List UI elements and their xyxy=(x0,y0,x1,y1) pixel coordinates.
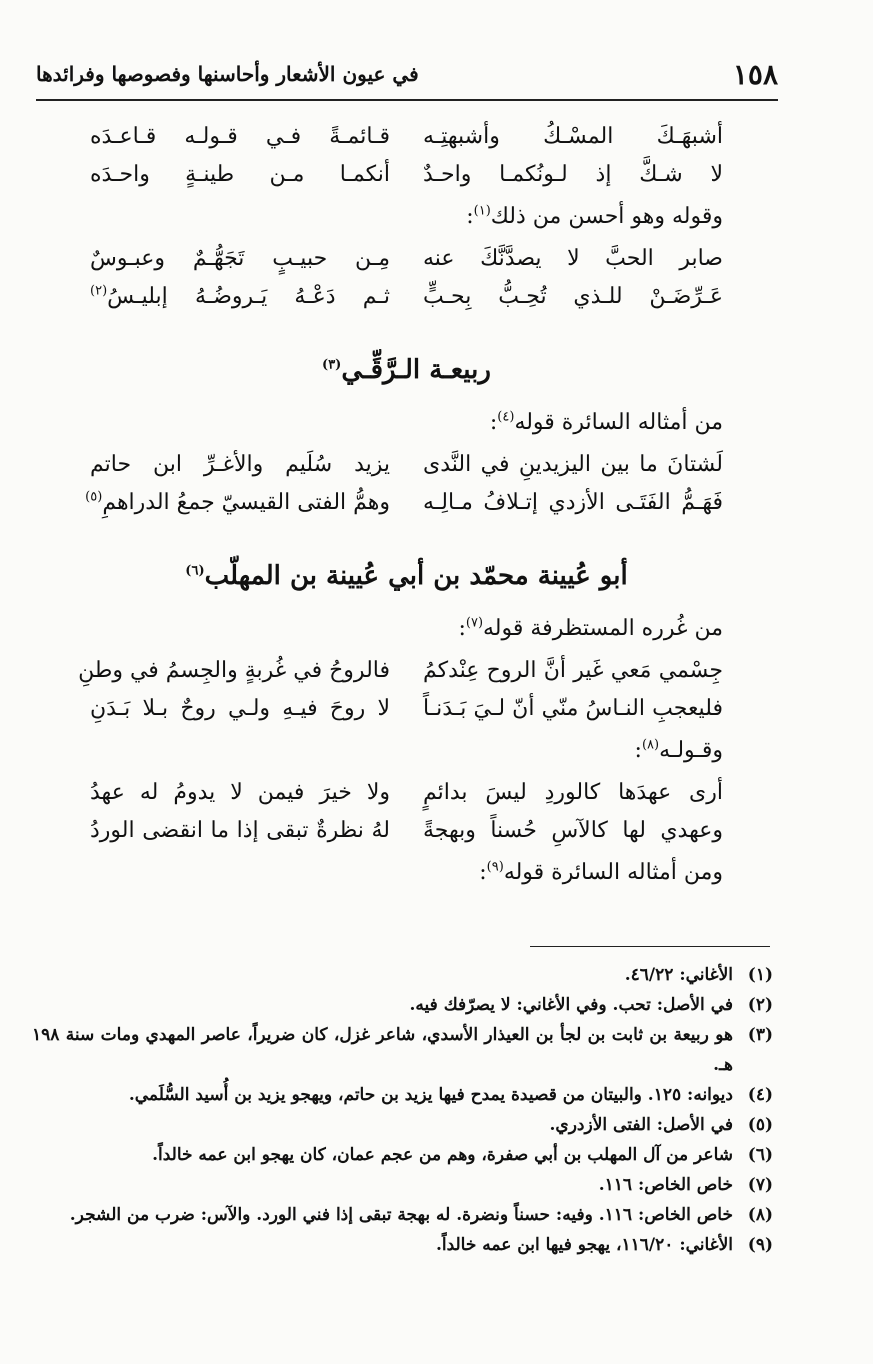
footnote-number: (٤) xyxy=(747,1085,773,1105)
verse-second-hemistich xyxy=(90,279,390,314)
section-heading-text: ربيعـة الـرَّقِّـي xyxy=(341,355,491,385)
footnote-marker: (٢) xyxy=(90,284,108,300)
verse-line xyxy=(78,652,723,690)
verse-first-hemistich: فَهَـمُّ الفَتَـى الأزدي إتـلافُ مـالِـه xyxy=(423,490,723,516)
verse-second-hemistich xyxy=(90,241,390,276)
prose-line xyxy=(90,194,723,240)
footnote-marker: (١) xyxy=(473,203,491,219)
section-heading-text: أبو عُيينة محمّد بن أبي عُيينة بن المهلّب xyxy=(204,561,628,591)
footnote-text: خاص الخاص: ١١٦. وفيه: حسناً ونضرة. له بهجة تبقى إذا فني الورد. والآس: ضرب من الشجر. xyxy=(69,1205,733,1225)
verse-second-hemistich xyxy=(90,447,390,482)
verse-second-hemistich-text: لا روحَ فيـهِ ولـي روحٌ بـلا بَـدَنِ xyxy=(90,696,390,722)
verse-first-hemistich: أرى عهدَها كالوردِ ليسَ بدائمٍ xyxy=(423,780,723,806)
footnote-text: في الأصل: الفتى الأزدري. xyxy=(549,1115,733,1135)
footnote xyxy=(32,1170,773,1200)
verse-first-hemistich: صابر الحبَّ لا يصدَّنَّكَ عنه xyxy=(423,246,723,272)
colon: : xyxy=(458,616,466,641)
footnote-marker: (٥) xyxy=(85,490,103,506)
footnote xyxy=(32,1020,773,1080)
footnote-marker: (٦) xyxy=(185,563,205,579)
prose-text: من أمثاله السائرة قوله xyxy=(514,410,723,435)
footnote-number: (١) xyxy=(747,965,773,985)
footnote-divider xyxy=(530,946,770,947)
verse-first-hemistich: جِسْمي مَعي غَير أنَّ الروح عِنْدكمُ xyxy=(423,658,723,684)
footnote xyxy=(32,1140,773,1170)
footnote xyxy=(32,960,773,990)
verse-second-hemistich-text: قـائمـةً فـي قـولـه قـاعـدَه xyxy=(90,124,390,150)
prose-text: من غُرره المستظرفة قوله xyxy=(483,616,723,641)
footnote-text: ديوانه: ١٢٥. والبيتان من قصيدة يمدح فيها يزيد بن حاتم، ويهجو يزيد بن أُسيد السُّلَمي. xyxy=(128,1085,733,1105)
prose-line xyxy=(90,850,723,896)
verse-second-hemistich xyxy=(90,691,390,726)
verse-first-hemistich: عَـرِّضَـنْ للـذي تُحِـبُّ بِحـبٍّ xyxy=(423,284,723,310)
footnote-text: الأغاني: ٤٦/٢٢. xyxy=(624,965,733,985)
verse-second-hemistich xyxy=(90,813,390,848)
footnote-marker: (٨) xyxy=(641,737,660,753)
footnote-number: (٦) xyxy=(747,1145,773,1165)
verse-line xyxy=(90,278,723,316)
section-heading xyxy=(90,330,723,400)
footnote-text: الأغاني: ١١٦/٢٠، يهجو فيها ابن عمه خالداً. xyxy=(435,1235,733,1255)
footnote-text: شاعر من آل المهلب بن أبي صفرة، وهم من عجم عمان، كان يهجو ابن عمه خالداً. xyxy=(152,1145,733,1165)
verse-second-hemistich-text: ولا خيرَ فيمن لا يدومُ له عهدُ xyxy=(90,780,390,806)
verse-second-hemistich xyxy=(90,119,390,154)
verse-line xyxy=(90,240,723,278)
footnote-text: هو ربيعة بن ثابت بن لجأ بن العيذار الأسدي، شاعر غزل، كان ضريراً، عاصر المهدي ومات سنة ١٩٨ هـ. xyxy=(32,1025,733,1075)
footnote-marker: (٤) xyxy=(497,409,515,425)
prose-line xyxy=(90,606,723,652)
prose-text: وقوله وهو أحسن من ذلك xyxy=(490,204,723,229)
footnote xyxy=(32,1080,773,1110)
verse-second-hemistich-text: ثـم دَعْـهُ يَـروضُـهُ إبليـسُ xyxy=(107,284,390,310)
verse-second-hemistich-text: فالروحُ في غُربةٍ والجِسمُ في وطنِ xyxy=(78,658,390,684)
verse-line xyxy=(90,156,723,194)
verse-line xyxy=(90,812,723,850)
verse-line xyxy=(90,446,723,484)
footnote xyxy=(32,1200,773,1230)
page-header xyxy=(36,58,778,98)
prose-line xyxy=(90,400,723,446)
verse-second-hemistich-text: لهُ نظرةٌ تبقى إذا ما انقضى الوردُ xyxy=(90,818,390,844)
footnote xyxy=(32,990,773,1020)
verse-second-hemistich-text: مِـن حبيـبٍ تَجَهُّـمٌ وعبـوسٌ xyxy=(90,246,390,272)
verse-line xyxy=(85,484,723,522)
footnote-number: (٨) xyxy=(747,1205,773,1225)
footnotes xyxy=(32,960,773,1260)
prose-text: وقـولـه xyxy=(659,738,723,763)
header-divider xyxy=(36,99,778,101)
verse-first-hemistich: فليعجبِ النـاسُ منّي أنّ لـيَ بَـدَنـاً xyxy=(423,696,723,722)
verse-line xyxy=(90,774,723,812)
colon: : xyxy=(634,738,642,763)
verse-second-hemistich-text: وهمُّ الفتى القيسيّ جمعُ الدراهمِ xyxy=(102,490,390,516)
footnote-number: (٣) xyxy=(747,1025,773,1045)
footnote-marker: (٣) xyxy=(322,357,342,373)
verse-second-hemistich-text: أنكمـا مـن طينـةٍ واحـدَه xyxy=(90,162,390,188)
verse-second-hemistich xyxy=(85,485,390,520)
verse-line xyxy=(90,118,723,156)
prose-line xyxy=(90,728,723,774)
prose-text: ومن أمثاله السائرة قوله xyxy=(503,860,723,885)
verse-first-hemistich: لا شـكَّ إذ لـونُكمـا واحـدٌ xyxy=(423,162,723,188)
footnote-marker: (٧) xyxy=(465,615,484,631)
colon: : xyxy=(489,410,498,435)
verse-line xyxy=(90,690,723,728)
footnote xyxy=(32,1110,773,1140)
colon: : xyxy=(466,204,474,229)
verse-second-hemistich xyxy=(90,775,390,810)
footnote xyxy=(32,1230,773,1260)
verse-first-hemistich: وعهدي لها كالآسِ حُسناً وبهجةً xyxy=(423,818,723,844)
footnote-number: (٢) xyxy=(747,995,773,1015)
footnote-number: (٩) xyxy=(747,1235,773,1255)
footnote-number: (٧) xyxy=(747,1175,773,1195)
section-heading xyxy=(90,536,723,606)
colon: : xyxy=(479,860,487,885)
running-title: في عيون الأشعار وأحاسنها وفصوصها وفرائدها xyxy=(36,62,419,86)
footnote-marker: (٩) xyxy=(486,859,504,875)
main-text xyxy=(78,118,723,896)
verse-first-hemistich: أشبهَـكَ المسْـكُ وأشبهتِـه xyxy=(423,124,723,150)
footnote-text: خاص الخاص: ١١٦. xyxy=(598,1175,733,1195)
footnote-text: في الأصل: تحب. وفي الأغاني: لا يصرّفك فيه. xyxy=(409,995,733,1015)
page-number: ١٥٨ xyxy=(732,58,778,91)
verse-first-hemistich: لَشتانَ ما بين اليزيدينِ في النَّدى xyxy=(423,452,723,478)
verse-second-hemistich-text: يزيد سُلَيم والأغـرِّ ابن حاتم xyxy=(90,452,390,478)
verse-second-hemistich xyxy=(78,653,390,688)
verse-second-hemistich xyxy=(90,157,390,192)
footnote-number: (٥) xyxy=(747,1115,773,1135)
